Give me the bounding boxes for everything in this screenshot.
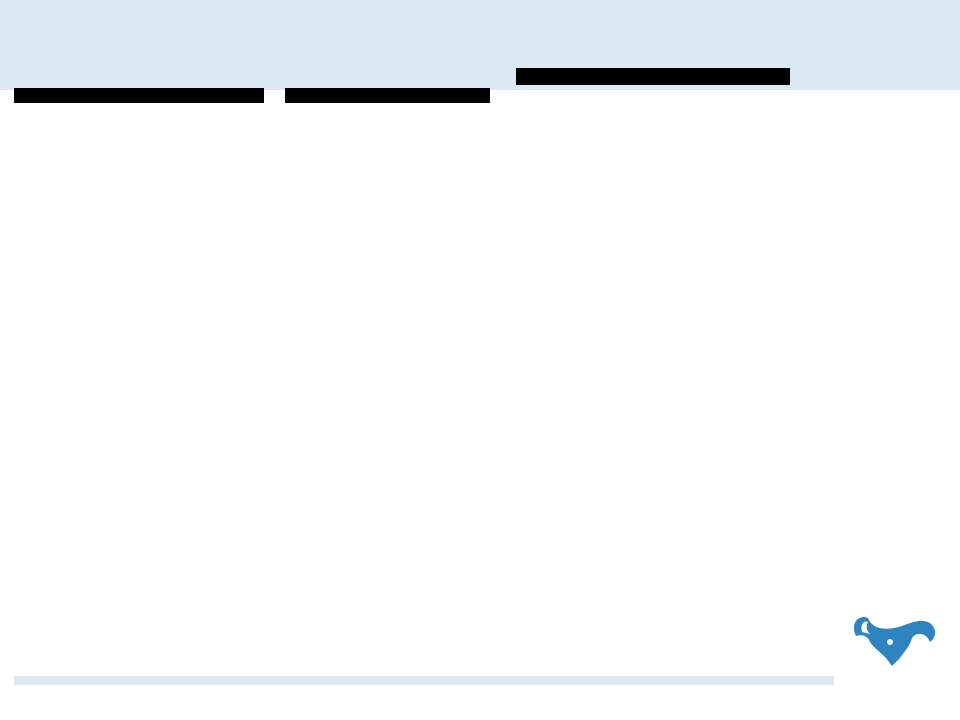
header-provincia	[285, 88, 353, 103]
footer-band	[14, 676, 834, 685]
header-emisora	[608, 68, 702, 85]
header-dial	[423, 88, 490, 103]
coverage-table-3	[516, 68, 790, 85]
header-band	[0, 0, 960, 90]
bull-head-icon	[842, 602, 942, 684]
header-provincia	[14, 88, 104, 103]
coverage-table-1	[14, 88, 264, 103]
header-provincia	[516, 68, 608, 85]
header-emisora	[353, 88, 423, 103]
header-emisora	[104, 88, 196, 103]
header-dial	[702, 68, 790, 85]
coverage-table-2	[285, 88, 490, 103]
header-dial	[196, 88, 264, 103]
